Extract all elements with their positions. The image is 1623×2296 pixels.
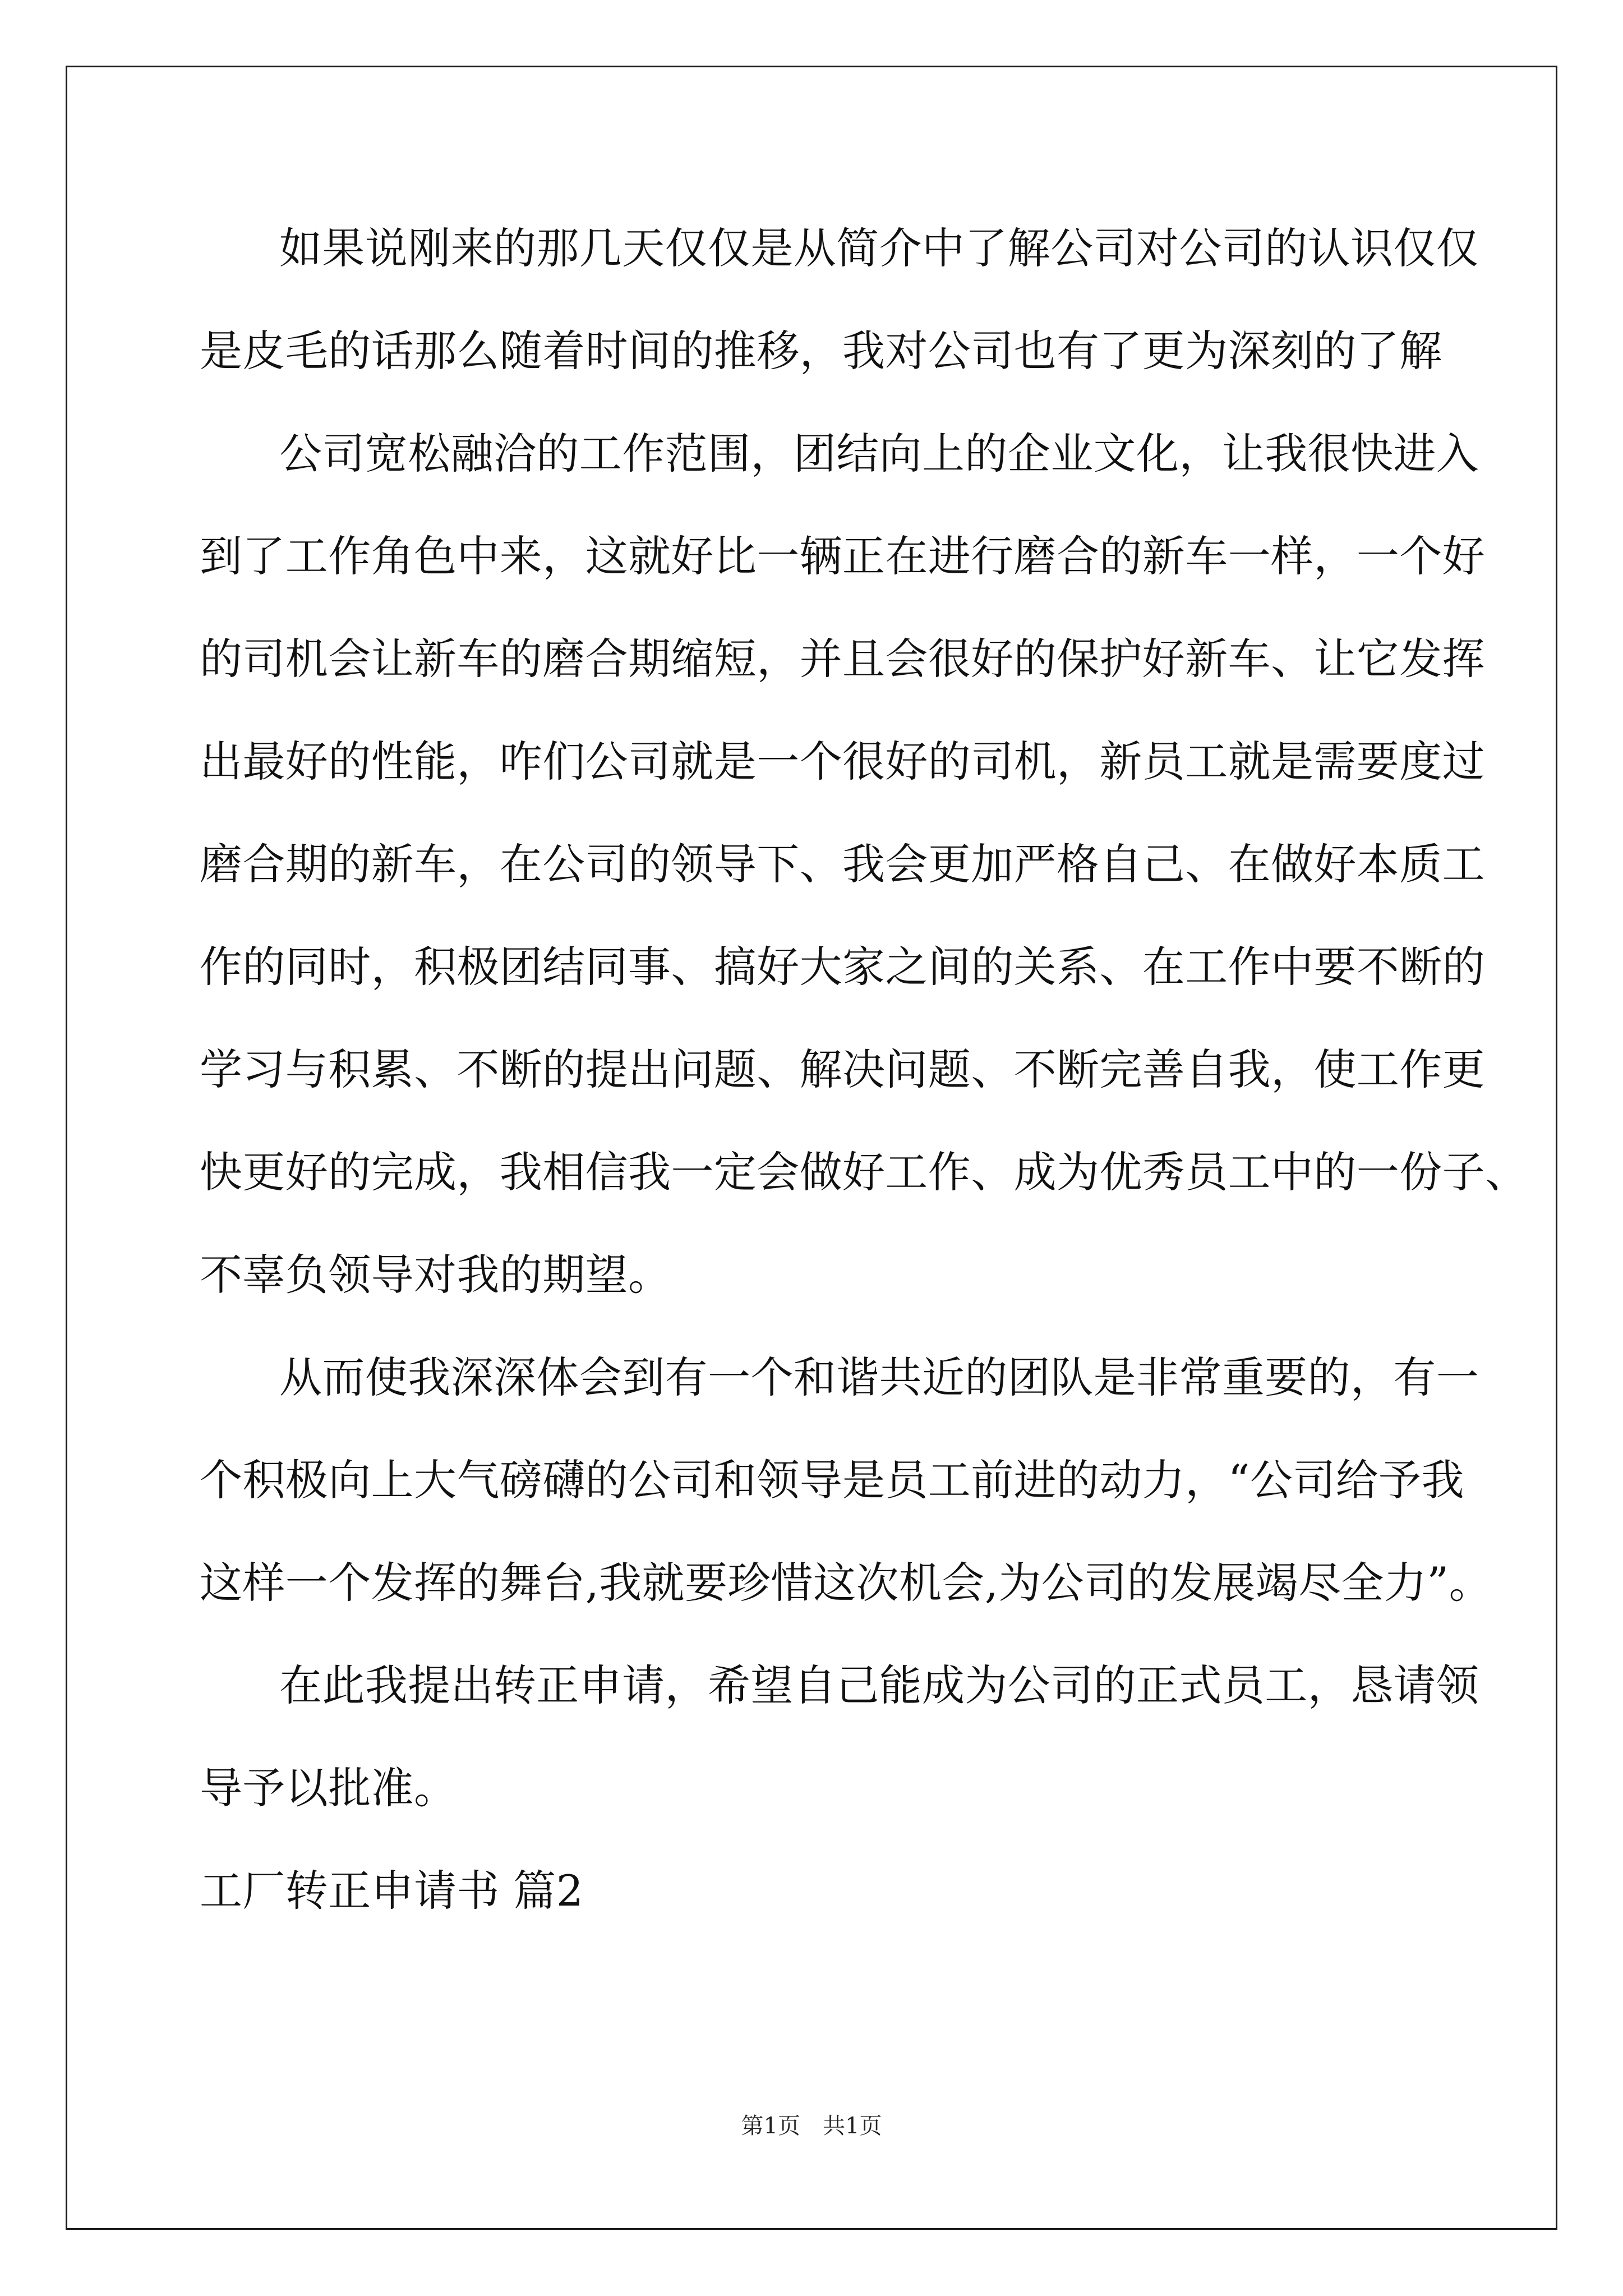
paragraph-line: 如果说刚来的那几天仅仅是从简介中了解公司对公司的认识仅仅 bbox=[279, 223, 1479, 273]
paragraph-line: 的司机会让新车的磨合期缩短，并且会很好的保护好新车、让它发挥 bbox=[200, 634, 1485, 684]
paragraph-line: 学习与积累、不断的提出问题、解决问题、不断完善自我，使工作更 bbox=[200, 1045, 1485, 1094]
paragraph-line: 到了工作角色中来，这就好比一辆正在进行磨合的新车一样，一个好 bbox=[200, 531, 1485, 581]
paragraph-line: 不辜负领导对我的期望。 bbox=[200, 1250, 671, 1300]
paragraph-line: 这样一个发挥的舞台,我就要珍惜这次机会,为公司的发展竭尽全力”。 bbox=[200, 1558, 1492, 1608]
paragraph-line: 个积极向上大气磅礴的公司和领导是员工前进的动力，“公司给予我 bbox=[200, 1455, 1464, 1505]
paragraph-line: 作的同时，积极团结同事、搞好大家之间的关系、在工作中要不断的 bbox=[200, 942, 1485, 992]
paragraph-line: 磨合期的新车，在公司的领导下、我会更加严格自己、在做好本质工 bbox=[200, 839, 1485, 889]
section-heading: 工厂转正申请书 篇2 bbox=[200, 1866, 584, 1916]
paragraph-line: 是皮毛的话那么随着时间的推移，我对公司也有了更为深刻的了解 bbox=[200, 326, 1442, 376]
document-body bbox=[200, 222, 1528, 1918]
page-footer: 第1页 共1页 bbox=[741, 2113, 882, 2139]
paragraph-line: 从而使我深深体会到有一个和谐共近的团队是非常重要的，有一 bbox=[279, 1352, 1479, 1402]
paragraph-line: 快更好的完成，我相信我一定会做好工作、成为优秀员工中的一份子、 bbox=[200, 1147, 1528, 1197]
paragraph-line: 导予以批准。 bbox=[200, 1763, 457, 1813]
paragraph-line: 出最好的性能，咋们公司就是一个很好的司机，新员工就是需要度过 bbox=[200, 737, 1485, 786]
paragraph-line: 在此我提出转正申请，希望自己能成为公司的正式员工，恳请领 bbox=[279, 1660, 1479, 1710]
paragraph-line: 公司宽松融洽的工作范围，团结向上的企业文化，让我很快进入 bbox=[279, 429, 1479, 478]
